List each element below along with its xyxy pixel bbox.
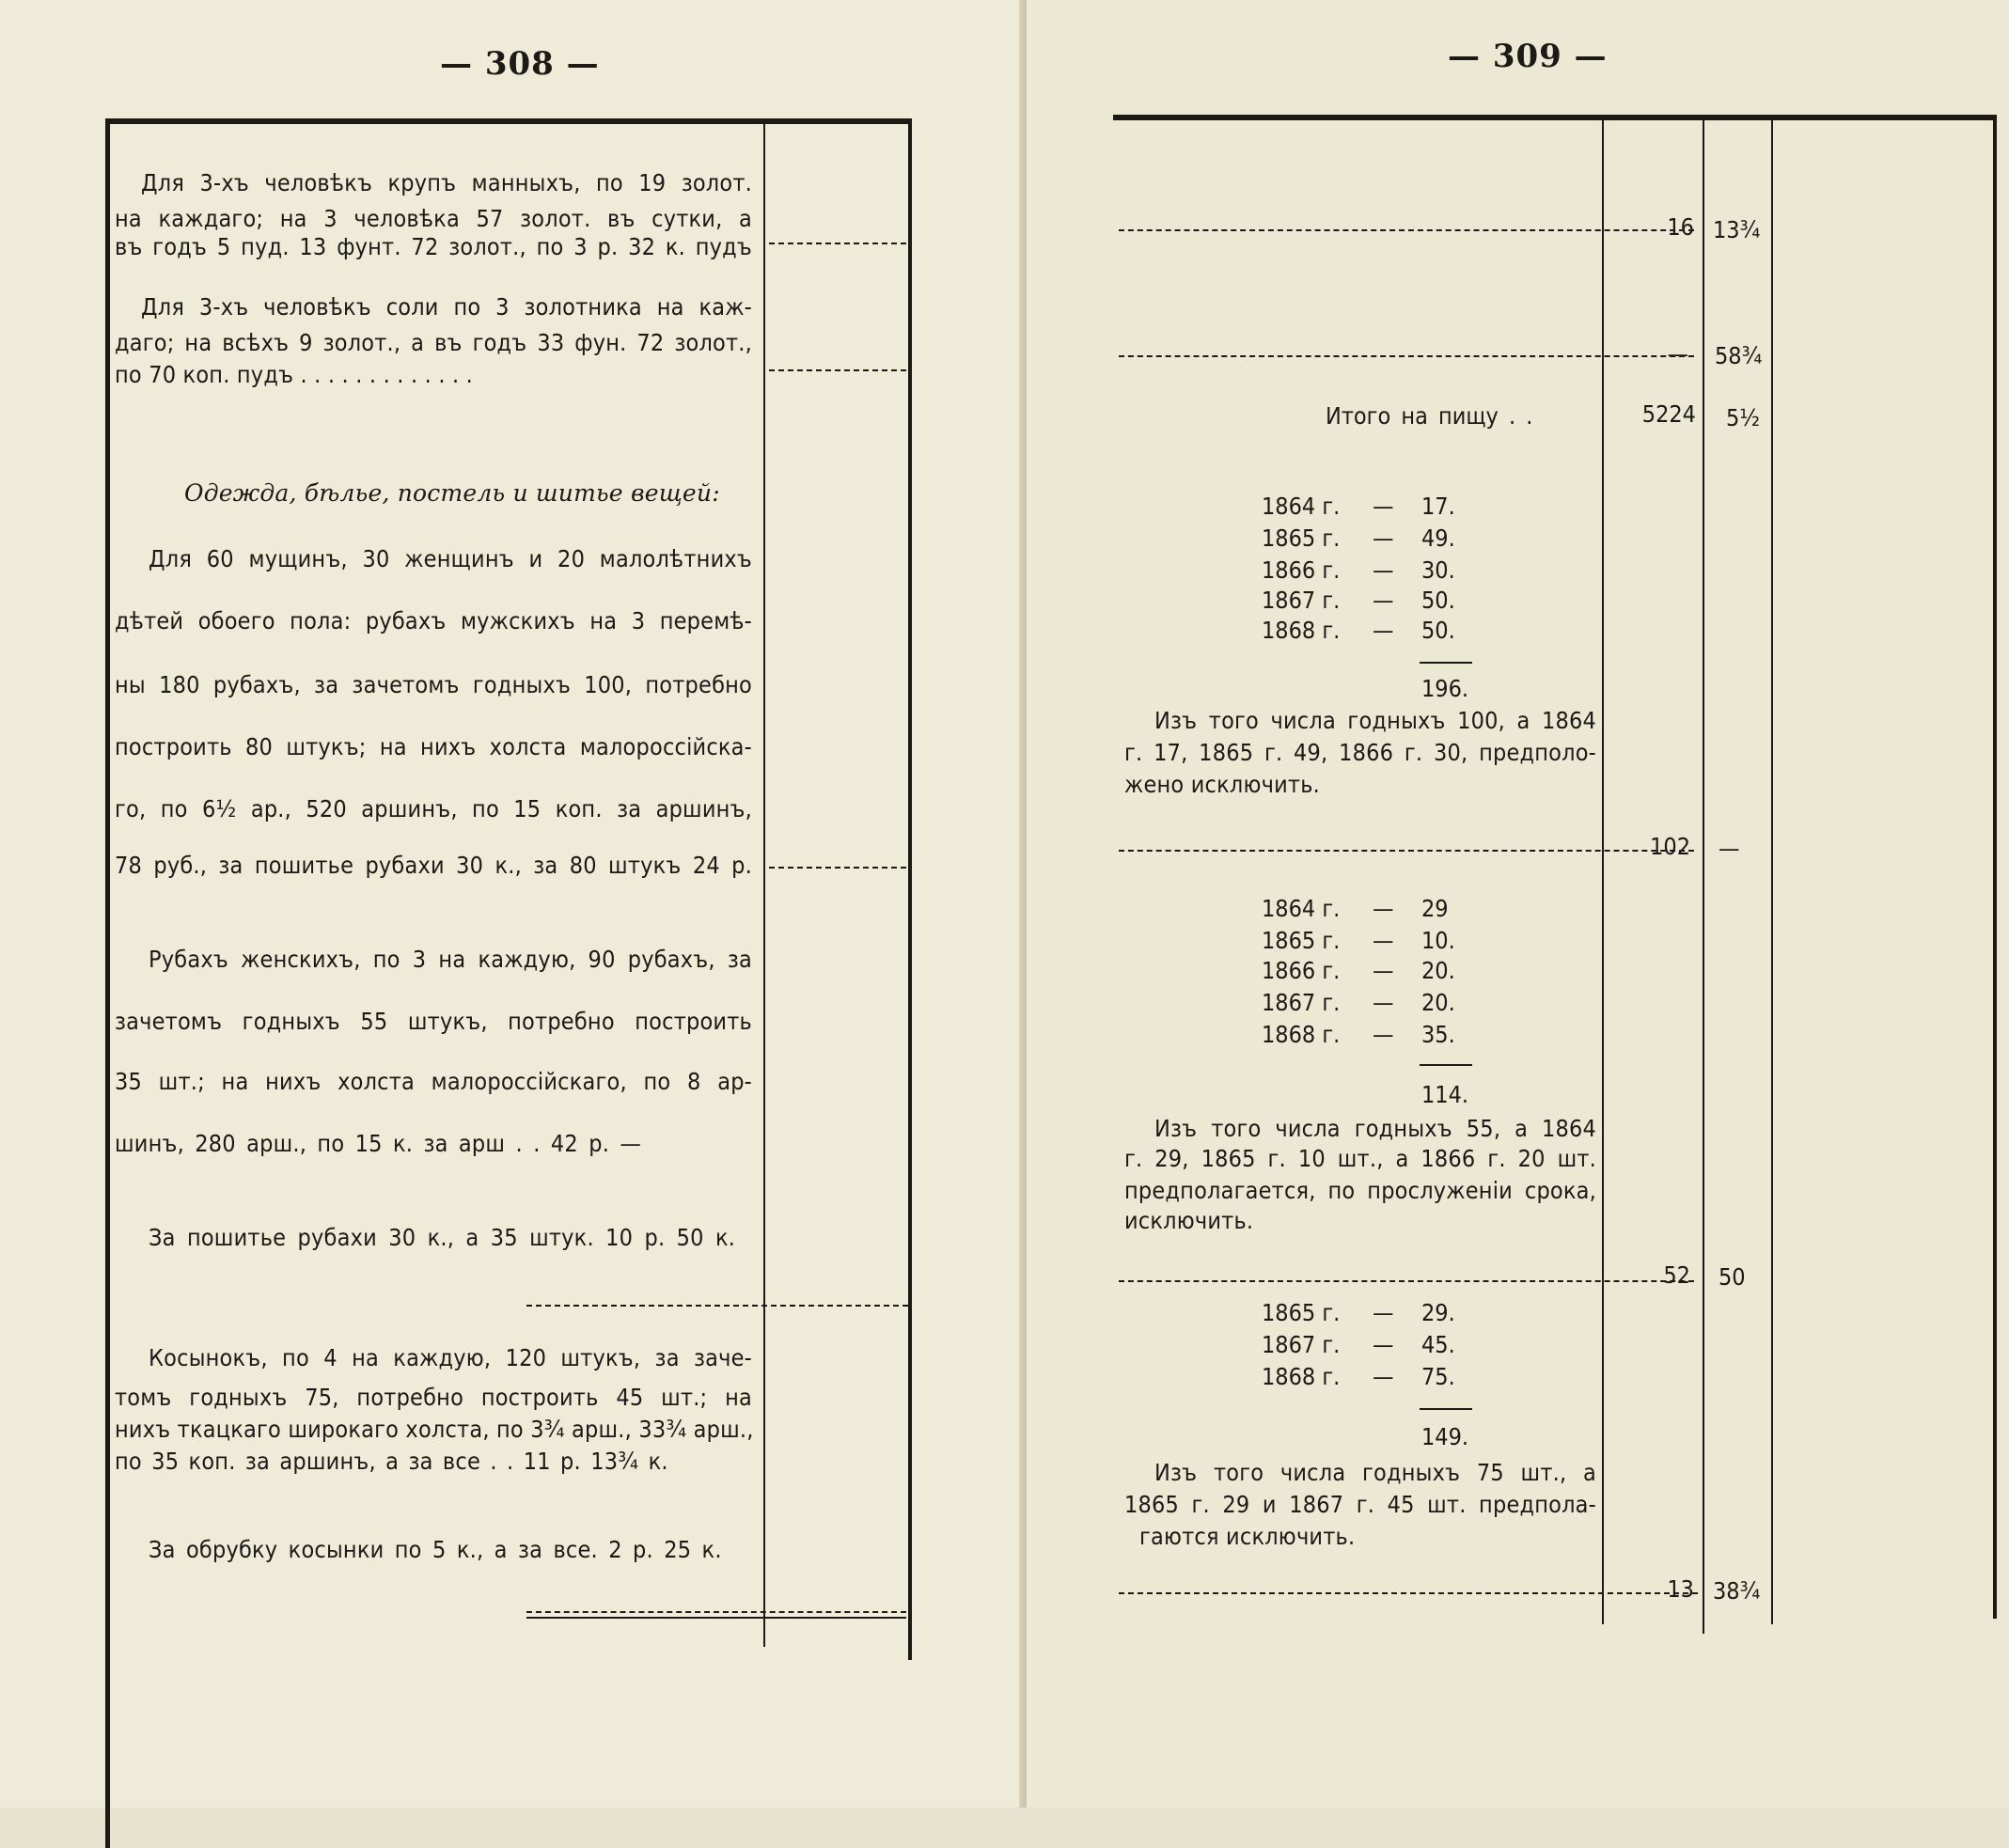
dash: — [1373, 525, 1394, 552]
top-rule-right [1113, 115, 1995, 120]
text-line: на каждаго; на 3 человѣка 57 золот. въ сутки, а [115, 205, 752, 232]
sum-rule [1420, 1064, 1472, 1066]
amount-rub: 52 [1663, 1261, 1690, 1289]
amount-kop: 58¾ [1715, 342, 1763, 369]
sum-c: 149. [1421, 1423, 1469, 1450]
food-total-kop: 5½ [1726, 404, 1761, 431]
dash: — [1373, 1299, 1394, 1326]
text-line: дѣтей обоего пола: рубахъ мужскихъ на 3 перемѣ- [115, 607, 752, 634]
count: 75. [1421, 1363, 1455, 1390]
text-line: томъ годныхъ 75, потребно построить 45 шт.; на [115, 1384, 752, 1411]
amount-kop: 50 [1719, 1263, 1746, 1291]
page-number-right: — 309 — [1448, 38, 1608, 75]
year: 1868 г. [1262, 1021, 1341, 1048]
entry-divider [1119, 355, 1694, 357]
note-line: жено исключить. [1124, 771, 1320, 798]
text-line: Для 3-хъ человѣкъ крупъ манныхъ, по 19 золот. [141, 169, 752, 196]
text-line: шинъ, 280 арш., по 15 к. за арш . . 42 р. — [115, 1130, 642, 1157]
text-column-divider [1602, 120, 1604, 1624]
food-total-rub: 5224 [1641, 400, 1696, 428]
entry-divider [769, 867, 906, 869]
sum-rule [1420, 662, 1472, 664]
right-frame-line [1993, 115, 1997, 1619]
dash: — [1373, 587, 1394, 614]
note-line: гаются исключить. [1139, 1523, 1356, 1550]
amount-rub: — [1667, 340, 1688, 368]
count: 20. [1421, 957, 1455, 984]
year: 1867 г. [1262, 587, 1341, 614]
note-line: предполагается, по прослуженіи срока, [1124, 1177, 1596, 1204]
amount-kop: 13¾ [1713, 216, 1761, 243]
text-line: по 35 коп. за аршинъ, а за все . . 11 р. 13¾ к. [115, 1448, 668, 1475]
top-rule-left [105, 118, 910, 124]
left-frame-line [105, 118, 110, 1848]
dash: — [1373, 989, 1394, 1016]
count: 35. [1421, 1021, 1455, 1048]
rub-column-divider [1703, 120, 1704, 1634]
count: 10. [1421, 927, 1455, 954]
year: 1867 г. [1262, 1331, 1341, 1358]
year: 1865 г. [1262, 1299, 1341, 1326]
amount-kop: — [1719, 835, 1740, 862]
entry-divider [526, 1611, 906, 1613]
section-heading: Одежда, бѣлье, постель и шитье вещей: [184, 479, 720, 507]
count: 45. [1421, 1331, 1455, 1358]
note-line: исключить. [1124, 1207, 1254, 1234]
dash: — [1373, 927, 1394, 954]
year: 1866 г. [1262, 556, 1341, 584]
text-line: Косынокъ, по 4 на каждую, 120 штукъ, за заче- [149, 1344, 752, 1371]
amount-kop: 38¾ [1713, 1577, 1761, 1605]
sum-b: 114. [1421, 1081, 1469, 1108]
dash: — [1373, 493, 1394, 520]
count: 20. [1421, 989, 1455, 1016]
entry-divider [1119, 850, 1694, 852]
count: 49. [1421, 525, 1455, 552]
entry-divider [769, 243, 906, 244]
year: 1866 г. [1262, 957, 1341, 984]
amount-rub: 13 [1667, 1575, 1694, 1603]
text-line: даго; на всѣхъ 9 золот., а въ годъ 33 фун. 72 золот., [115, 329, 752, 356]
text-line: ны 180 рубахъ, за зачетомъ годныхъ 100, потребно [115, 671, 752, 698]
count: 50. [1421, 617, 1455, 644]
amount-column-divider-left [763, 124, 765, 1647]
dash: — [1373, 957, 1394, 984]
count: 29 [1421, 895, 1449, 922]
text-line: по 70 коп. пудъ . . . . . . . . . . . . . [115, 361, 474, 388]
text-line: 35 шт.; на нихъ холста малороссійскаго, по 8 ар- [115, 1068, 752, 1095]
page-number-left: — 308 — [440, 45, 600, 83]
amount-rub: 16 [1667, 213, 1694, 241]
year: 1864 г. [1262, 493, 1341, 520]
text-line: Рубахъ женскихъ, по 3 на каждую, 90 рубахъ, за [149, 946, 752, 973]
left-page [0, 0, 1023, 1808]
count: 50. [1421, 587, 1455, 614]
kop-column-divider [1771, 120, 1773, 1624]
text-line: нихъ ткацкаго широкаго холста, по 3¾ арш., 33¾ арш., [115, 1416, 754, 1443]
entry-divider [1119, 229, 1694, 231]
year: 1865 г. [1262, 525, 1341, 552]
sum-rule [1420, 1408, 1472, 1410]
count: 17. [1421, 493, 1455, 520]
dash: — [1373, 1021, 1394, 1048]
count: 30. [1421, 556, 1455, 584]
food-total-label: Итого на пищу . . [1326, 402, 1533, 430]
dash: — [1373, 1331, 1394, 1358]
dash: — [1373, 617, 1394, 644]
scarf-hem-line: За обрубку косынки по 5 к., а за все. 2 р. 25 к. [149, 1536, 722, 1563]
note-line: Изъ того числа годныхъ 100, а 1864 [1154, 707, 1596, 734]
year: 1865 г. [1262, 927, 1341, 954]
right-page [1027, 0, 2009, 1808]
note-line: г. 29, 1865 г. 10 шт., а 1866 г. 20 шт. [1124, 1145, 1596, 1172]
sewing-line: За пошитье рубахи 30 к., а 35 штук. 10 р. 50 к. [149, 1224, 736, 1251]
text-line: го, по 6½ ар., 520 аршинъ, по 15 коп. за аршинъ, [115, 795, 752, 822]
entry-divider [769, 369, 906, 371]
amount-rub: 102 [1650, 833, 1690, 860]
entry-divider [1119, 1280, 1694, 1282]
note-line: Изъ того числа годныхъ 55, а 1864 [1154, 1115, 1596, 1142]
year: 1864 г. [1262, 895, 1341, 922]
text-line: зачетомъ годныхъ 55 штукъ, потребно построить [115, 1008, 752, 1035]
year: 1868 г. [1262, 1363, 1341, 1390]
sum-a: 196. [1421, 675, 1469, 702]
text-line: Для 60 мущинъ, 30 женщинъ и 20 малолѣтнихъ [149, 545, 752, 572]
note-line: г. 17, 1865 г. 49, 1866 г. 30, предполо- [1124, 739, 1596, 766]
bottom-rule-left [526, 1617, 906, 1619]
dash: — [1373, 556, 1394, 584]
year: 1868 г. [1262, 617, 1341, 644]
count: 29. [1421, 1299, 1455, 1326]
dash: — [1373, 895, 1394, 922]
dash: — [1373, 1363, 1394, 1390]
text-line: построить 80 штукъ; на нихъ холста малороссійска- [115, 733, 752, 760]
text-line: въ годъ 5 пуд. 13 фунт. 72 золот., по 3 р. 32 к. пудъ [115, 233, 752, 260]
note-line: 1865 г. 29 и 1867 г. 45 шт. предпола- [1124, 1491, 1596, 1518]
text-line: Для 3-хъ человѣкъ соли по 3 золотника на каж- [141, 293, 752, 321]
note-line: Изъ того числа годныхъ 75 шт., а [1154, 1459, 1596, 1486]
right-frame-line [908, 118, 912, 1660]
text-line: 78 руб., за пошитье рубахи 30 к., за 80 штукъ 24 р. [115, 852, 752, 879]
year: 1867 г. [1262, 989, 1341, 1016]
entry-divider [1119, 1592, 1698, 1594]
entry-divider [526, 1305, 908, 1307]
